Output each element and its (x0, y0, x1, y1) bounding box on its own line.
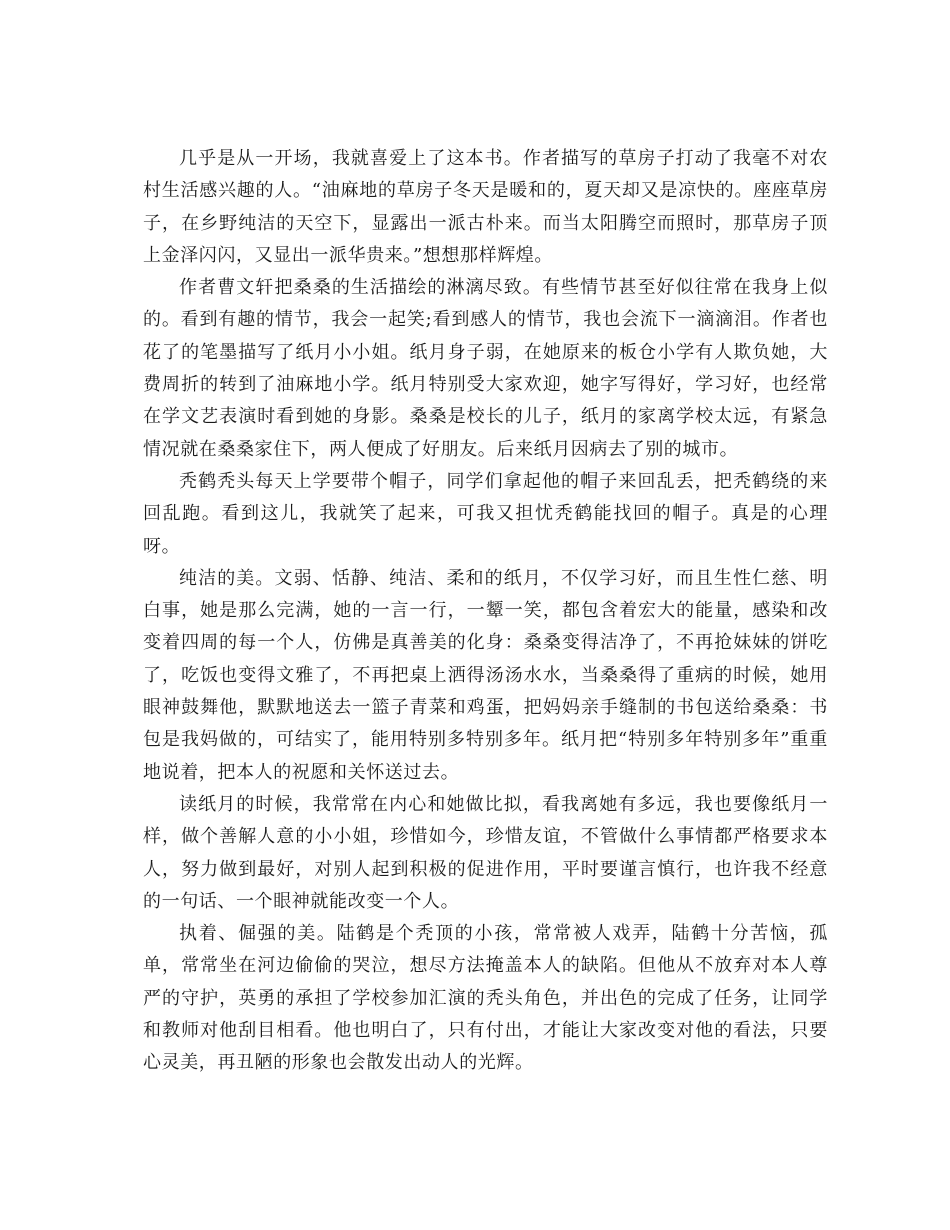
paragraph-3: 秃鹤秃头每天上学要带个帽子，同学们拿起他的帽子来回乱丢，把秃鹤绕的来回乱跑。看到这儿，我就笑了起来，可我又担忧秃鹤能找回的帽子。真是的心理呀。 (143, 470, 828, 557)
paragraph-4: 纯洁的美。文弱、恬静、纯洁、柔和的纸月，不仅学习好，而且生性仁慈、明白事，她是那么完满，她的一言一行，一颦一笑，都包含着宏大的能量，感染和改变着四周的每一个人，仿佛是真善美的化身：桑桑变得洁净了，不再抢妹妹的饼吃了，吃饭也变得文雅了，不再把桌上洒得汤汤水水，当桑桑得了重病的时候，她用眼神鼓舞他，默默地送去一篮子青菜和鸡蛋，把妈妈亲手缝制的书包送给桑桑：书包是我妈做的，可结实了，能用特别多特别多年。纸月把“特别多年特别多年”重重地说着，把本人的祝愿和关怀送过去。 (143, 567, 828, 783)
paragraph-2: 作者曹文轩把桑桑的生活描绘的淋漓尽致。有些情节甚至好似往常在我身上似的。看到有趣的情节，我会一起笑;看到感人的情节，我也会流下一滴滴泪。作者也花了的笔墨描写了纸月小小姐。纸月身子弱，在她原来的板仓小学有人欺负她，大费周折的转到了油麻地小学。纸月特别受大家欢迎，她字写得好，学习好，也经常在学文艺表演时看到她的身影。桑桑是校长的儿子，纸月的家离学校太远，有紧急情况就在桑桑家住下，两人便成了好朋友。后来纸月因病去了别的城市。 (143, 277, 828, 460)
paragraph-1: 几乎是从一开场，我就喜爱上了这本书。作者描写的草房子打动了我毫不对农村生活感兴趣的人。“油麻地的草房子冬天是暖和的，夏天却又是凉快的。座座草房子，在乡野纯洁的天空下，显露出一派古朴来。而当太阳腾空而照时，那草房子顶上金泽闪闪，又显出一派华贵来。”想想那样辉煌。 (143, 148, 828, 266)
paragraph-5: 读纸月的时候，我常常在内心和她做比拟，看我离她有多远，我也要像纸月一样，做个善解人意的小小姐，珍惜如今，珍惜友谊，不管做什么事情都严格要求本人，努力做到最好，对别人起到积极的促进作用，平时要谨言慎行，也许我不经意的一句话、一个眼神就能改变一个人。 (143, 793, 828, 912)
document-body (143, 143, 828, 1080)
paragraph-6: 执着、倔强的美。陆鹤是个秃顶的小孩，常常被人戏弄，陆鹤十分苦恼，孤单，常常坐在河边偷偷的哭泣，想尽方法掩盖本人的缺陷。但他从不放弃对本人尊严的守护，英勇的承担了学校参加汇演的秃头角色，并出色的完成了任务，让同学和教师对他刮目相看。他也明白了，只有付出，才能让大家改变对他的看法，只要心灵美，再丑陋的形象也会散发出动人的光辉。 (143, 923, 828, 1074)
